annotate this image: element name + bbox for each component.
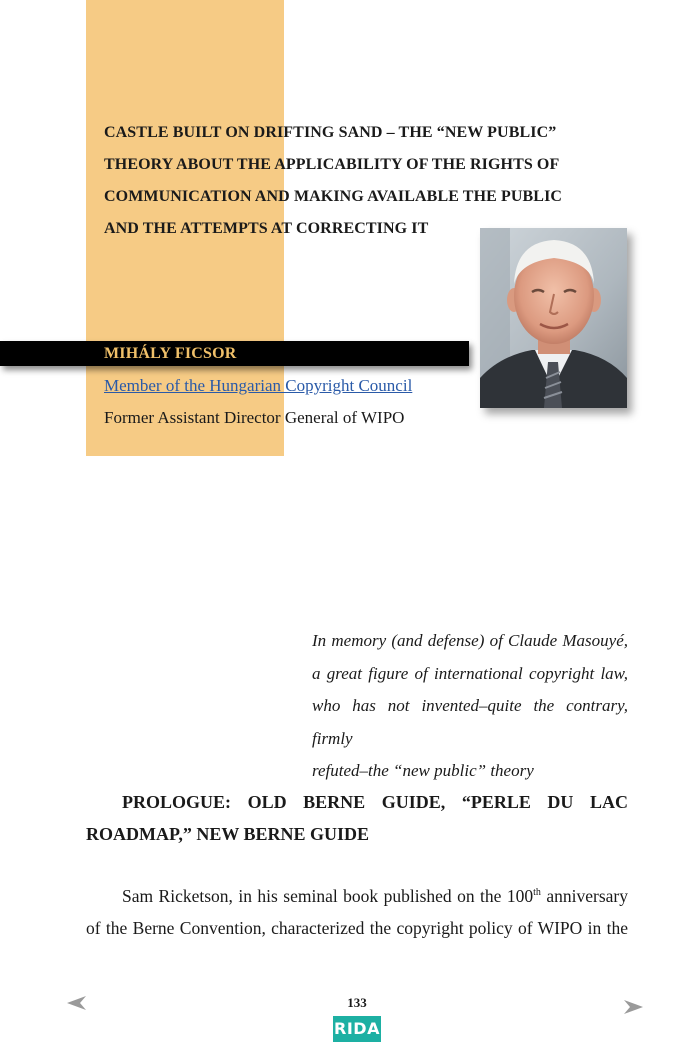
body-line: of the Berne Convention, characterized the copyright policy of WIPO in the	[86, 918, 628, 938]
epigraph	[312, 625, 628, 788]
article-title	[104, 117, 604, 245]
body-text: Sam Ricketson, in his seminal book published on the 100	[122, 886, 534, 906]
next-page-arrow-icon[interactable]	[622, 999, 644, 1015]
author-name: MIHÁLY FICSOR	[104, 345, 237, 362]
author-portrait-image	[480, 228, 627, 408]
rida-logo: RIDA	[333, 1016, 381, 1042]
title-line: CASTLE BUILT ON DRIFTING SAND – THE “NEW PUBLIC”	[104, 124, 557, 141]
epigraph-line: who has not invented–quite the contrary, firmly	[312, 696, 628, 748]
epigraph-line: In memory (and defense) of Claude Masouyé,	[312, 631, 628, 650]
epigraph-line: a great figure of international copyright law,	[312, 663, 628, 683]
author-affiliation-link[interactable]: Member of the Hungarian Copyright Council	[104, 376, 413, 395]
page-number: 133	[347, 995, 367, 1010]
section-heading-line: ROADMAP,” NEW BERNE GUIDE	[86, 824, 370, 844]
ordinal-suffix: th	[533, 887, 541, 898]
body-paragraph	[86, 880, 628, 944]
epigraph-line: refuted–the “new public” theory	[312, 761, 534, 780]
title-line: THEORY ABOUT THE APPLICABILITY OF THE RIGHTS OF	[104, 156, 560, 173]
title-line: COMMUNICATION AND MAKING AVAILABLE THE PUBLIC	[104, 188, 563, 205]
prev-page-arrow-icon[interactable]	[66, 995, 88, 1011]
body-line	[86, 880, 628, 912]
section-heading	[86, 786, 628, 850]
body-text: anniversary	[540, 886, 628, 906]
title-line: AND THE ATTEMPTS AT CORRECTING IT	[104, 220, 429, 237]
author-photo	[480, 228, 627, 408]
section-heading-line: PROLOGUE: OLD BERNE GUIDE, “PERLE DU LAC	[122, 792, 628, 812]
author-affiliation: Former Assistant Director General of WIPO	[104, 408, 405, 427]
